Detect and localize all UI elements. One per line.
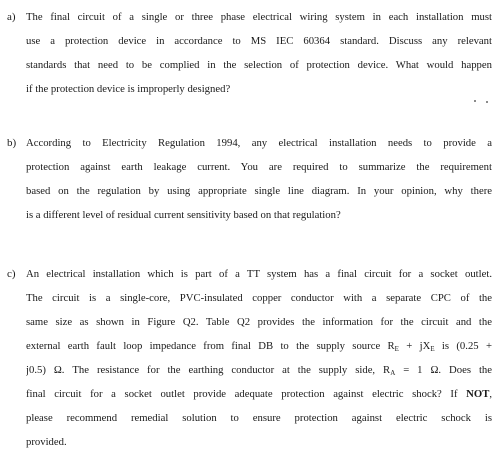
subscript-e: E <box>430 345 435 353</box>
question-c-line-1: An electrical installation which is part of a TT system has a final circuit for a socket outlet. <box>26 268 492 280</box>
question-b-line-2: protection against earth leakage current. You are required to summarize the requirement <box>26 161 492 173</box>
question-c-line-5 <box>26 358 492 382</box>
question-c-line-8: provided. <box>26 436 67 448</box>
line-6-text-b: , <box>489 388 492 400</box>
question-c-line-3: same size as shown in Figure Q2. Table Q2 provides the information for the circuit and the <box>26 316 492 328</box>
subscript-a: A <box>390 369 396 377</box>
question-b-line-3: based on the regulation by using appropriate single line diagram. In your opinion, why there <box>26 185 492 197</box>
question-c-line-7: please recommend remedial solution to ensure protection against electric schock is <box>26 412 492 424</box>
emphasis-not: NOT <box>466 388 490 400</box>
question-c-line-6 <box>26 382 492 406</box>
question-a-line-2: use a protection device in accordance to MS IEC 60364 standard. Discuss any relevant <box>26 35 492 47</box>
scan-speck <box>486 101 488 103</box>
question-a-label: a) <box>7 11 16 23</box>
question-a-text <box>26 5 492 101</box>
line-4-text-a: external earth fault loop impedance from final DB to the supply source R <box>26 340 395 352</box>
question-a-line-1: The final circuit of a single or three phase electrical wiring system in each installation must <box>26 11 492 23</box>
line-4-text-c: is (0.25 + <box>434 340 492 352</box>
line-5-text-a: j0.5) Ω. The resistance for the earthing conductor at the supply side, R <box>26 364 391 376</box>
line-6-text-a: final circuit for a socket outlet provide adequate protection against electric shock? If <box>26 388 467 400</box>
question-a-line-4: if the protection device is improperly designed? <box>26 83 231 95</box>
question-c-label: c) <box>7 268 16 280</box>
question-b-text <box>26 131 492 227</box>
question-a-line-3: standards that need to be complied in the selection of protection device. What would happen <box>26 59 492 71</box>
line-5-text-b: = 1 Ω. Does the <box>395 364 492 376</box>
line-4-text-b: + jX <box>398 340 431 352</box>
question-b-label: b) <box>7 137 17 149</box>
question-c-line-2: The circuit is a single-core, PVC-insulated copper conductor with a separate CPC of the <box>26 292 492 304</box>
question-b-line-1: According to Electricity Regulation 1994, any electrical installation needs to provide a <box>26 137 492 149</box>
question-c-text <box>26 262 492 454</box>
question-b-line-4: is a different level of residual current sensitivity based on that regulation? <box>26 209 341 221</box>
question-c-line-4 <box>26 334 492 358</box>
scan-speck <box>474 100 476 102</box>
subscript-e: E <box>394 345 399 353</box>
